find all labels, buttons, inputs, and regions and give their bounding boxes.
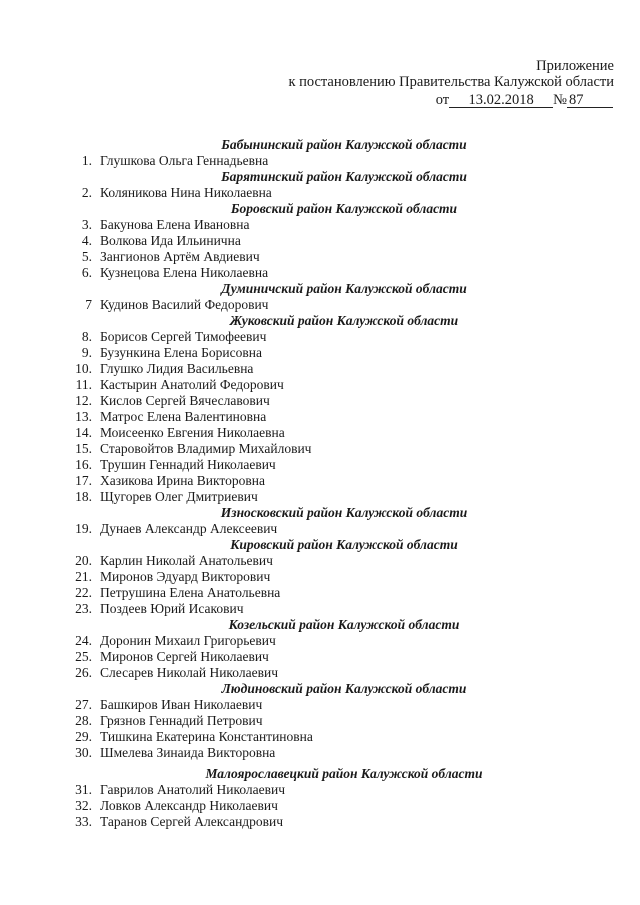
item-number: 7 — [85, 297, 92, 312]
list-item — [60, 601, 580, 617]
person-name: Волкова Ида Ильинична — [100, 233, 241, 248]
district-heading: Боровский район Калужской области — [230, 201, 458, 216]
person-name: Глушко Лидия Васильевна — [100, 361, 254, 376]
item-number: 31. — [75, 782, 92, 797]
item-number: 14. — [75, 425, 92, 440]
list-item — [60, 153, 580, 169]
person-name: Глушкова Ольга Геннадьевна — [100, 153, 269, 168]
person-name: Карлин Николай Анатольевич — [100, 553, 273, 568]
district-heading: Жуковский район Калужской области — [229, 313, 459, 328]
item-number: 26. — [75, 665, 92, 680]
item-number: 13. — [75, 409, 92, 424]
person-name: Хазикова Ирина Викторовна — [100, 473, 265, 488]
list-item — [60, 409, 580, 425]
person-name: Таранов Сергей Александрович — [100, 814, 284, 829]
list-item — [60, 297, 580, 313]
list-item — [60, 393, 580, 409]
person-name: Дунаев Александр Алексеевич — [100, 521, 278, 536]
district-heading: Людиновский район Калужской области — [221, 681, 467, 696]
district-heading: Барятинский район Калужской области — [221, 169, 467, 184]
person-name: Моисеенко Евгения Николаевна — [100, 425, 285, 440]
list-item — [60, 782, 580, 798]
date-number-line — [436, 92, 613, 109]
person-name: Тишкина Екатерина Константиновна — [100, 729, 313, 744]
list-item — [60, 665, 580, 681]
person-name: Петрушина Елена Анатольевна — [100, 585, 281, 600]
list-item — [60, 521, 580, 537]
item-number: 4. — [81, 233, 92, 248]
person-name: Бакунова Елена Ивановна — [100, 217, 250, 232]
person-name: Шмелева Зинаида Викторовна — [100, 745, 276, 760]
list-item — [60, 633, 580, 649]
document-number: 87 — [567, 93, 613, 108]
list-item — [60, 217, 580, 233]
list-item — [60, 345, 580, 361]
list-item — [60, 265, 580, 281]
list-item — [60, 233, 580, 249]
list-item — [60, 697, 580, 713]
list-item — [60, 185, 580, 201]
person-name: Доронин Михаил Григорьевич — [100, 633, 276, 648]
list-item — [60, 425, 580, 441]
item-number: 15. — [75, 441, 92, 456]
person-name: Миронов Эдуард Викторович — [100, 569, 271, 584]
resolution-reference: к постановлению Правительства Калужской области — [288, 74, 614, 90]
person-name: Бузункина Елена Борисовна — [100, 345, 262, 360]
list-item — [60, 457, 580, 473]
person-name: Грязнов Геннадий Петрович — [100, 713, 263, 728]
item-number: 12. — [75, 393, 92, 408]
person-name: Башкиров Иван Николаевич — [100, 697, 263, 712]
person-name: Кудинов Василий Федорович — [100, 297, 269, 312]
awardee-list — [60, 137, 580, 830]
list-item — [60, 329, 580, 345]
appendix-title: Приложение — [536, 58, 614, 74]
item-number: 24. — [75, 633, 92, 648]
item-number: 9. — [81, 345, 92, 360]
list-item — [60, 713, 580, 729]
item-number: 28. — [75, 713, 92, 728]
district-heading: Думиничский район Калужской области — [221, 281, 467, 296]
list-item — [60, 489, 580, 505]
item-number: 3. — [81, 217, 92, 232]
item-number: 33. — [75, 814, 92, 829]
list-item — [60, 361, 580, 377]
item-number: 6. — [81, 265, 92, 280]
person-name: Поздеев Юрий Исакович — [100, 601, 244, 616]
person-name: Матрос Елена Валентиновна — [100, 409, 267, 424]
item-number: 22. — [75, 585, 92, 600]
item-number: 27. — [75, 697, 92, 712]
district-heading: Кировский район Калужской области — [230, 537, 458, 552]
item-number: 17. — [75, 473, 92, 488]
person-name: Зангионов Артём Авдиевич — [100, 249, 260, 264]
list-item — [60, 569, 580, 585]
item-number: 23. — [75, 601, 92, 616]
list-item — [60, 249, 580, 265]
date-prefix: от — [435, 92, 450, 108]
person-name: Гаврилов Анатолий Николаевич — [100, 782, 286, 797]
person-name: Кастырин Анатолий Федорович — [100, 377, 284, 392]
item-number: 2. — [81, 185, 92, 200]
item-number: 5. — [81, 249, 92, 264]
list-item — [60, 377, 580, 393]
district-heading: Износковский район Калужской области — [220, 505, 468, 520]
item-number: 25. — [75, 649, 92, 664]
person-name: Щугорев Олег Дмитриевич — [100, 489, 258, 504]
person-name: Кузнецова Елена Николаевна — [100, 265, 269, 280]
list-item — [60, 473, 580, 489]
item-number: 1. — [81, 153, 92, 168]
person-name: Коляникова Нина Николаевна — [100, 185, 272, 200]
district-heading: Козельский район Калужской области — [228, 617, 460, 632]
list-item — [60, 553, 580, 569]
list-item — [60, 798, 580, 814]
item-number: 20. — [75, 553, 92, 568]
person-name: Борисов Сергей Тимофеевич — [100, 329, 267, 344]
person-name: Ловков Александр Николаевич — [100, 798, 278, 813]
list-item — [60, 585, 580, 601]
item-number: 16. — [75, 457, 92, 472]
item-number: 11. — [75, 377, 92, 392]
item-number: 8. — [81, 329, 92, 344]
item-number: 19. — [75, 521, 92, 536]
list-item — [60, 745, 580, 761]
district-heading: Малоярославецкий район Калужской области — [205, 766, 483, 781]
person-name: Старовойтов Владимир Михайлович — [100, 441, 312, 456]
list-item — [60, 729, 580, 745]
item-number: 32. — [75, 798, 92, 813]
person-name: Кислов Сергей Вячеславович — [100, 393, 270, 408]
item-number: 30. — [75, 745, 92, 760]
number-prefix: № — [553, 92, 567, 108]
list-item — [60, 649, 580, 665]
list-item — [60, 441, 580, 457]
item-number: 29. — [75, 729, 92, 744]
person-name: Слесарев Николай Николаевич — [100, 665, 278, 680]
person-name: Миронов Сергей Николаевич — [100, 649, 269, 664]
document-date: 13.02.2018 — [449, 93, 553, 108]
district-heading: Бабынинский район Калужской области — [221, 137, 467, 152]
person-name: Трушин Геннадий Николаевич — [100, 457, 276, 472]
list-item — [60, 814, 580, 830]
item-number: 18. — [75, 489, 92, 504]
item-number: 10. — [75, 361, 92, 376]
item-number: 21. — [75, 569, 92, 584]
